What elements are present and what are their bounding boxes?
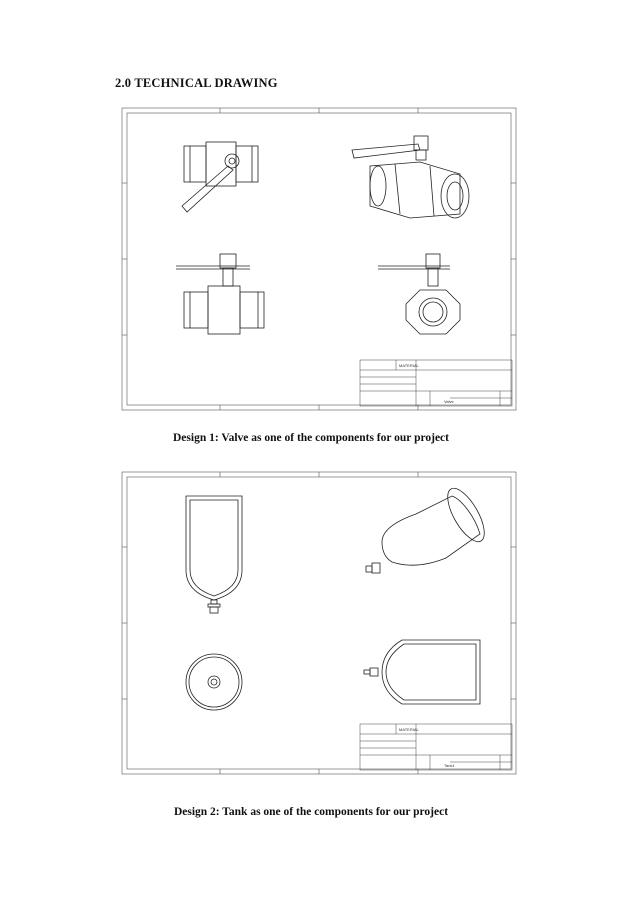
inner-frame [127,113,511,405]
valve-technical-drawing [120,106,518,412]
figure-caption-valve: Design 1: Valve as one of the components for our project [173,432,449,444]
tank-front-view [364,640,480,704]
tank-side-view [186,496,242,613]
figure-caption-tank: Design 2: Tank as one of the components for our project [173,806,449,818]
tank-isometric-view [366,483,491,573]
valve-title-block [360,360,512,406]
title-block-material: MATERIAL [399,363,419,368]
title-block-part-name: Tank1 [444,763,455,768]
title-block-material: MATERIAL [399,727,419,732]
valve-isometric-view [352,136,469,218]
inner-frame [127,477,511,769]
tank-technical-drawing [120,470,518,776]
valve-side-view [378,254,460,334]
outer-frame [122,108,516,410]
valve-drawing-sheet [120,106,518,412]
valve-front-view [176,254,264,334]
tank-drawing-sheet [120,470,518,776]
tank-title-block [360,724,512,770]
valve-top-view [182,142,258,212]
tank-bottom-view [186,654,242,710]
title-block-part-name: Valve [444,399,454,404]
section-heading: 2.0 TECHNICAL DRAWING [115,76,278,90]
outer-frame [122,472,516,774]
